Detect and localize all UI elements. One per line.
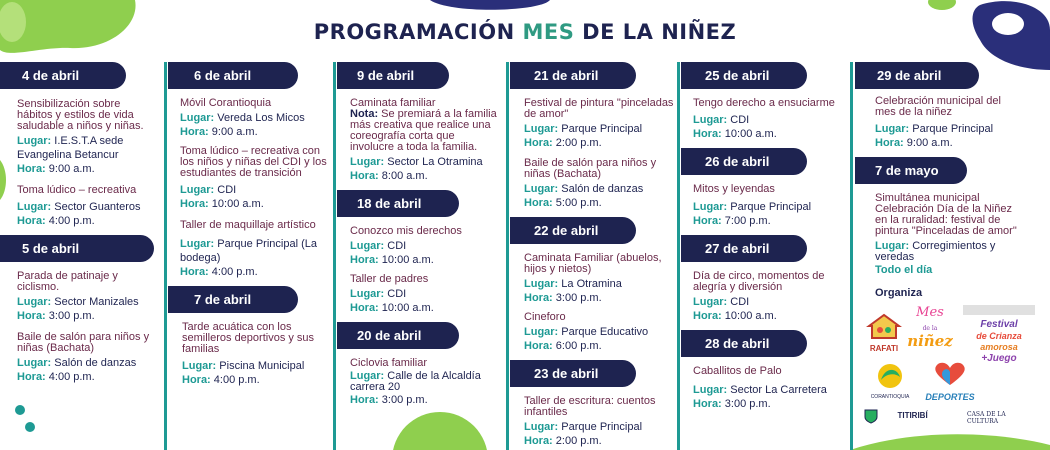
event: Baile de salón para niños y niñas (Bachata) Lugar: Salón de danzas Hora: 4:00 p.m. (0, 332, 158, 384)
event-title: Sensibilización sobre hábitos y estilos de vida saludable a niños y niñas. (17, 98, 144, 132)
event: Mitos y leyendas Lugar: Parque Principal Hora: 7:00 p.m. (681, 184, 846, 228)
event-place: Sector Manizales (54, 296, 139, 308)
event-place: Salón de danzas (561, 183, 644, 195)
house-icon (866, 313, 902, 339)
event: Toma lúdico – recreativa Lugar: Sector Guanteros Hora: 4:00 p.m. (0, 185, 158, 228)
event-title: Ciclovia familiar (350, 357, 428, 369)
event-title: Mitos y leyendas (693, 183, 775, 195)
column-divider (850, 62, 853, 450)
column-4 (510, 62, 674, 450)
event-title: Conozco mis derechos (350, 225, 462, 237)
date-header: 7 de abril (168, 286, 298, 313)
event-time: 10:00 a.m. (724, 128, 777, 140)
event: Caminata Familiar (abuelos, hijos y nietos) Lugar: La Otramina Hora: 3:00 p.m. (510, 253, 674, 305)
event-place: Parque Principal (730, 201, 812, 213)
event: Tarde acuática con los semilleros deportivos y sus familias Lugar: Piscina Municipal Hora: 4:00 p.m. (168, 322, 328, 387)
event-time: 10:00 a.m. (381, 254, 434, 266)
event: Conozco mis derechos Lugar: CDI Hora: 10:00 a.m. (337, 226, 501, 267)
event-time: Todo el día (875, 264, 933, 276)
event-title: Día de circo, momentos de alegría y diversión (693, 270, 825, 293)
event: Sensibilización sobre hábitos y estilos de vida saludable a niños y niñas. Lugar: I.E.S.T.A sede Evangelina Betancur Hora: 9:00 a.m. (0, 99, 158, 176)
event-title: Caminata familiar (350, 97, 436, 109)
event-time: 4:00 p.m. (48, 215, 95, 227)
heart-icon (930, 361, 970, 387)
event-place: Salón de danzas (54, 357, 137, 369)
event-title: Tarde acuática con los semilleros deportivos y sus familias (182, 321, 315, 355)
event-title: Tengo derecho a ensuciarme (693, 97, 835, 109)
date-header: 9 de abril (337, 62, 449, 89)
event-title: Taller de padres (350, 273, 429, 285)
event-place: CDI (387, 240, 407, 252)
date-header: 25 de abril (681, 62, 807, 89)
event-time: 3:00 p.m. (48, 310, 95, 322)
date-header: 20 de abril (337, 322, 459, 349)
event: Caminata familiar Nota: Se premiará a la familia más creativa que realice una coreografía corta que involucre a toda la familia. Lugar: Sector La Otramina Hora: 8:00 a.m. (337, 98, 501, 183)
event-title: Toma lúdico – recreativa con los niños y niñas del CDI y los estudiantes de transición (180, 145, 327, 179)
event: Simultánea municipal Celebración Día de la Niñez en la ruralidad: festival de pintura "Pinceladas de amor" Lugar: Corregimientos y veredas Todo el día (855, 193, 1020, 277)
event-place: Parque Educativo (561, 326, 649, 338)
event: Toma lúdico – recreativa con los niños y niñas del CDI y los estudiantes de transición Lugar: CDI Hora: 10:00 a.m. (180, 145, 327, 210)
event-time: 3:00 p.m. (555, 292, 602, 304)
event-place: Piscina Municipal (219, 360, 305, 372)
event-title: Taller de maquillaje artístico (180, 219, 316, 231)
event-place: Parque Principal (La bodega) (180, 238, 317, 264)
event-time: 2:00 p.m. (555, 137, 602, 149)
logo-festival-crianza: Festival de Crianza amorosa +Juego (963, 305, 1035, 364)
blue-blob-top (430, 0, 550, 14)
event: Cineforo Lugar: Parque Educativo Hora: 6:00 p.m. (510, 312, 674, 353)
date-header: 6 de abril (168, 62, 298, 89)
event-title: Caminata Familiar (abuelos, hijos y nietos) (524, 252, 662, 275)
event-time: 4:00 p.m. (48, 371, 95, 383)
date-header: 4 de abril (0, 62, 126, 89)
event: Parada de patinaje y ciclismo. Lugar: Sector Manizales Hora: 3:00 p.m. (0, 271, 158, 323)
event-time: 8:00 a.m. (381, 170, 428, 182)
column-divider (506, 62, 509, 450)
date-header: 18 de abril (337, 190, 459, 217)
column-1 (0, 62, 158, 450)
event: Celebración municipal del mes de la niñez Lugar: Parque Principal Hora: 9:00 a.m. (855, 96, 1015, 150)
event-place: CDI (730, 114, 750, 126)
column-5 (681, 62, 846, 450)
logo-corantioquia: CORANTIOQUIA (867, 363, 913, 400)
event: Festival de pintura "pinceladas de amor" Lugar: Parque Principal Hora: 2:00 p.m. (524, 97, 674, 149)
event-place: CDI (730, 296, 750, 308)
date-header: 23 de abril (510, 360, 636, 387)
event: Baile de salón para niños y niñas (Bachata) Lugar: Salón de danzas Hora: 5:00 p.m. (510, 158, 674, 210)
date-header: 29 de abril (855, 62, 979, 89)
event: Taller de padres Lugar: CDI Hora: 10:00 a.m. (337, 274, 501, 315)
event-title: Cineforo (524, 311, 566, 323)
event-place: Sector La Otramina (387, 156, 483, 168)
event-time: 2:00 p.m. (555, 435, 602, 447)
event-place: CDI (217, 184, 237, 196)
column-divider (677, 62, 680, 450)
event-place: Sector Guanteros (54, 201, 141, 213)
event-place: Corregimientos y veredas (875, 240, 996, 263)
event-place: I.E.S.T.A sede Evangelina Betancur (17, 135, 124, 161)
leaf-icon (875, 363, 905, 389)
logos (855, 303, 1045, 433)
event: Taller de maquillaje artístico Lugar: Parque Principal (La bodega) Hora: 4:00 p.m. (168, 220, 328, 279)
event-time: 9:00 a.m. (906, 137, 953, 149)
column-6 (855, 62, 1045, 450)
event: Caballitos de Palo Lugar: Sector La Carretera Hora: 3:00 p.m. (681, 366, 846, 411)
event-time: 4:00 p.m. (211, 266, 258, 278)
event-place: Parque Principal (912, 123, 994, 135)
event-title: Taller de escritura: cuentos infantiles (524, 395, 656, 418)
column-divider (333, 62, 336, 450)
event-time: 5:00 p.m. (555, 197, 602, 209)
logo-mes-ninez: Mes de la niñez (907, 305, 953, 350)
logo-titiribi: TITIRIBÍ (863, 407, 983, 425)
event-place: Calle de la Alcaldía carrera 20 (350, 370, 481, 393)
event-title: Celebración municipal del mes de la niñez (875, 95, 1001, 118)
date-header: 5 de abril (0, 235, 154, 262)
organiza-label: Organiza (875, 287, 923, 299)
event-time: 3:00 p.m. (724, 398, 771, 410)
event-time: 10:00 a.m. (724, 310, 777, 322)
event-place: CDI (387, 288, 407, 300)
event: Tengo derecho a ensuciarme Lugar: CDI Hora: 10:00 a.m. (681, 98, 846, 141)
event-time: 7:00 p.m. (724, 215, 771, 227)
event-place: Sector La Carretera (730, 384, 827, 396)
event-time: 4:00 p.m. (213, 374, 260, 386)
event-time: 9:00 a.m. (48, 163, 95, 175)
page-title: PROGRAMACIÓN MES DE LA NIÑEZ (313, 20, 737, 44)
event-time: 6:00 p.m. (555, 340, 602, 352)
event-place: Parque Principal (561, 123, 643, 135)
event: Día de circo, momentos de alegría y diversión Lugar: CDI Hora: 10:00 a.m. (681, 271, 846, 323)
event-place: Vereda Los Micos (217, 112, 305, 124)
logo-casa-cultura: CASA DE LA CULTURA (967, 411, 1006, 425)
date-header: 7 de mayo (855, 157, 967, 184)
logo-deportes: DEPORTES (925, 361, 975, 402)
date-header: 27 de abril (681, 235, 807, 262)
event-title: Baile de salón para niños y niñas (Bachata) (17, 331, 150, 354)
shield-icon (863, 408, 879, 424)
event-title: Baile de salón para niños y niñas (Bachata) (524, 157, 657, 180)
date-header: 26 de abril (681, 148, 807, 175)
event: Móvil Corantioquia Lugar: Vereda Los Micos Hora: 9:00 a.m. (168, 98, 328, 139)
green-dot-top-right (920, 0, 960, 20)
event-title: Toma lúdico – recreativa (17, 184, 137, 196)
event: Taller de escritura: cuentos infantiles Lugar: Parque Principal Hora: 2:00 p.m. (510, 396, 674, 448)
column-2 (168, 62, 328, 450)
event-time: 3:00 p.m. (381, 394, 428, 406)
event-time: 9:00 a.m. (211, 126, 258, 138)
event: Ciclovia familiar Lugar: Calle de la Alcaldía carrera 20 Hora: 3:00 p.m. (337, 358, 501, 407)
event-title: Caballitos de Palo (693, 365, 782, 377)
date-header: 21 de abril (510, 62, 636, 89)
date-header: 22 de abril (510, 217, 636, 244)
event-title: Móvil Corantioquia (180, 97, 272, 109)
column-divider (164, 62, 167, 450)
event-place: Parque Principal (561, 421, 643, 433)
event-time: 10:00 a.m. (211, 198, 264, 210)
event-time: 10:00 a.m. (381, 302, 434, 314)
event-title: Festival de pintura "pinceladas de amor" (524, 97, 674, 120)
event-title: Parada de patinaje y ciclismo. (17, 270, 118, 293)
event-place: La Otramina (561, 278, 622, 290)
logo-rafati: RAFATI (865, 313, 903, 349)
column-3 (337, 62, 501, 450)
event-note: Se premiará a la familia más creativa que realice una coreografía corta que involucre a toda la familia. (350, 108, 497, 153)
date-header: 28 de abril (681, 330, 807, 357)
event-title: Simultánea municipal Celebración Día de la Niñez en la ruralidad: festival de pintura "Pinceladas de amor" (875, 192, 1017, 237)
